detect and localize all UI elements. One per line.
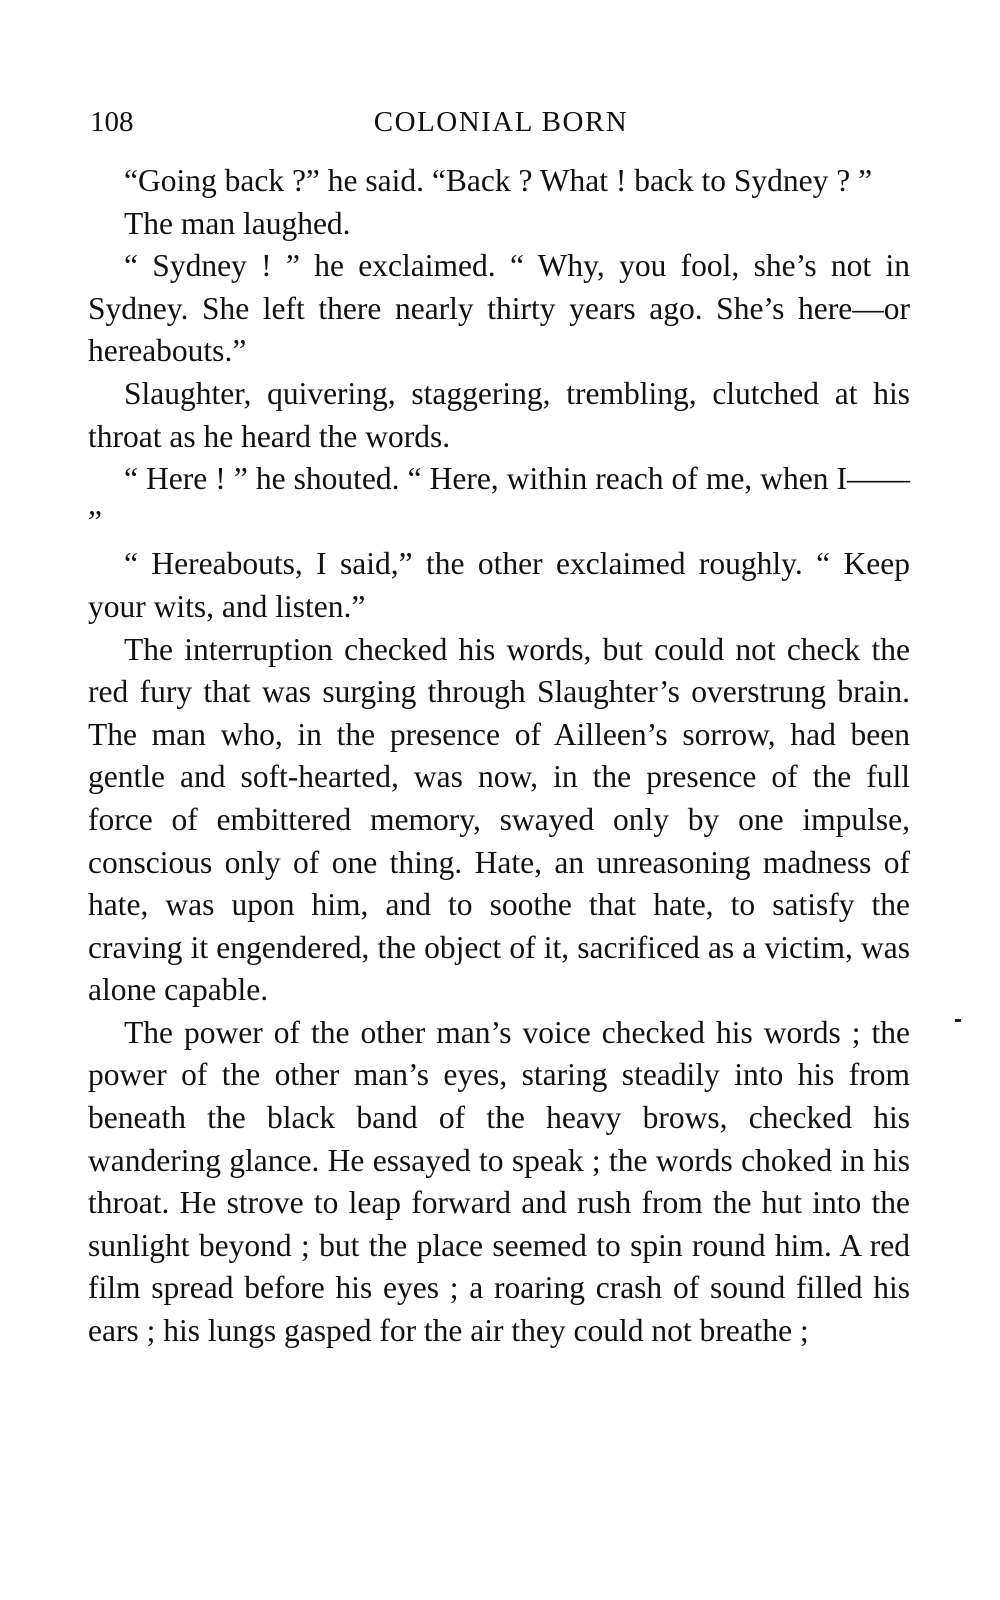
running-title: COLONIAL BORN <box>373 106 629 138</box>
body-text <box>88 160 910 1353</box>
paragraph-2: The man laughed. <box>124 205 351 241</box>
margin-mark <box>955 1019 961 1022</box>
paragraph-5: “ Here ! ” he shouted. “ Here, within reach of me, when I—— ” <box>88 461 910 539</box>
paragraph-1: “Going back ?” he said. “Back ? What ! back to Sydney ? ” <box>124 163 873 198</box>
paragraph-6: “ Hereabouts, I said,” the other exclaimed roughly. “ Keep your wits, and listen.” <box>88 546 910 624</box>
paragraph-3: “ Sydney ! ” he exclaimed. “ Why, you fool, she’s not in Sydney. She left there nearly thirty years ago. She’s here—or hereabouts.” <box>88 248 910 369</box>
paragraph-7: The interruption checked his words, but could not check the red fury that was surging through Slaughter’s overstrung brain. The man who, in the presence of Ailleen’s sorrow, had been gentle and soft-hearted, was now, in the presence of the full force of embittered memory, swayed only by one impulse, conscious only of one thing. Hate, an unreasoning madness of hate, was upon him, and to soothe that hate, to satisfy the craving it engendered, the object of it, sacrificed as a victim, was alone capable. <box>88 631 910 1008</box>
page-number: 108 <box>90 106 134 138</box>
paragraph-8: The power of the other man’s voice checked his words ; the power of the other man’s eyes, staring steadily into his from beneath the black band of the heavy brows, checked his wandering glance. He essayed to speak ; the words choked in his throat. He strove to leap forward and rush from the hut into the sunlight beyond ; but the place seemed to spin round him. A red film spread before his eyes ; a roaring crash of sound filled his ears ; his lungs gasped for the air they could not breathe ; <box>88 1014 910 1349</box>
running-head <box>90 100 912 144</box>
paragraph-4: Slaughter, quivering, staggering, trembling, clutched at his throat as he heard the words. <box>88 375 910 454</box>
